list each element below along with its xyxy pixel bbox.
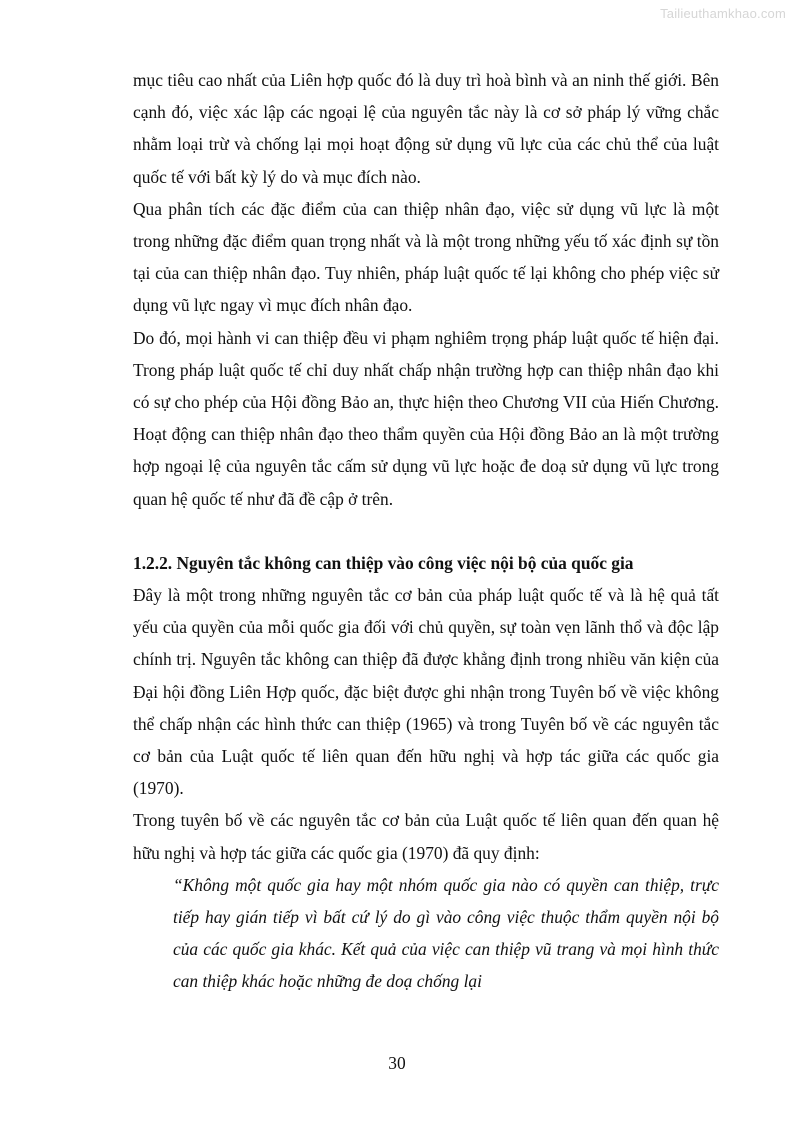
section-spacer bbox=[133, 515, 719, 547]
document-body bbox=[133, 64, 719, 998]
paragraph-3: Do đó, mọi hành vi can thiệp đều vi phạm nghiêm trọng pháp luật quốc tế hiện đại. Trong pháp luật quốc tế chỉ duy nhất chấp nhận trường hợp can thiệp nhân đạo khi có sự cho phép của Hội đồng Bảo an, thực hiện theo Chương VII của Hiến Chương. Hoạt động can thiệp nhân đạo theo thẩm quyền của Hội đồng Bảo an là một trường hợp ngoại lệ của nguyên tắc cấm sử dụng vũ lực hoặc đe doạ sử dụng vũ lực trong quan hệ quốc tế như đã đề cập ở trên. bbox=[133, 327, 719, 509]
paragraph-4: Đây là một trong những nguyên tắc cơ bản của pháp luật quốc tế và là hệ quả tất yếu của quyền của mỗi quốc gia đối với chủ quyền, sự toàn vẹn lãnh thổ và độc lập chính trị. Nguyên tắc không can thiệp đã được khẳng định trong nhiều văn kiện của Đại hội đồng Liên Hợp quốc, đặc biệt được ghi nhận trong Tuyên bố về việc không thể chấp nhận các hình thức can thiệp (1965) và trong Tuyên bố về các nguyên tắc cơ bản của Luật quốc tế liên quan đến hữu nghị và hợp tác giữa các quốc gia (1970). bbox=[133, 585, 719, 799]
watermark-text: Tailieuthamkhao.com bbox=[660, 6, 786, 21]
page-number: 30 bbox=[388, 1053, 406, 1073]
quotation: “Không một quốc gia hay một nhóm quốc gia nào có quyền can thiệp, trực tiếp hay gián tiếp vì bất cứ lý do gì vào công việc thuộc thẩm quyền nội bộ của các quốc gia khác. Kết quả của việc can thiệp vũ trang và mọi hình thức can thiệp khác hoặc những đe doạ chống lại bbox=[173, 874, 719, 992]
paragraph-1: mục tiêu cao nhất của Liên hợp quốc đó là duy trì hoà bình và an ninh thế giới. Bên cạnh đó, việc xác lập các ngoại lệ của nguyên tắc này là cơ sở pháp lý vững chắc nhằm loại trừ và chống lại mọi hoạt động sử dụng vũ lực của các chủ thể của luật quốc tế với bất kỳ lý do và mục đích nào. bbox=[133, 70, 719, 187]
paragraph-5: Trong tuyên bố về các nguyên tắc cơ bản của Luật quốc tế liên quan đến quan hệ hữu nghị và hợp tác giữa các quốc gia (1970) đã quy định: bbox=[133, 810, 719, 863]
section-heading: 1.2.2. Nguyên tắc không can thiệp vào công việc nội bộ của quốc gia bbox=[133, 552, 634, 573]
paragraph-2: Qua phân tích các đặc điểm của can thiệp nhân đạo, việc sử dụng vũ lực là một trong những đặc điểm quan trọng nhất và là một trong những yếu tố xác định sự tồn tại của can thiệp nhân đạo. Tuy nhiên, pháp luật quốc tế lại không cho phép việc sử dụng vũ lực ngay vì mục đích nhân đạo. bbox=[133, 198, 719, 316]
